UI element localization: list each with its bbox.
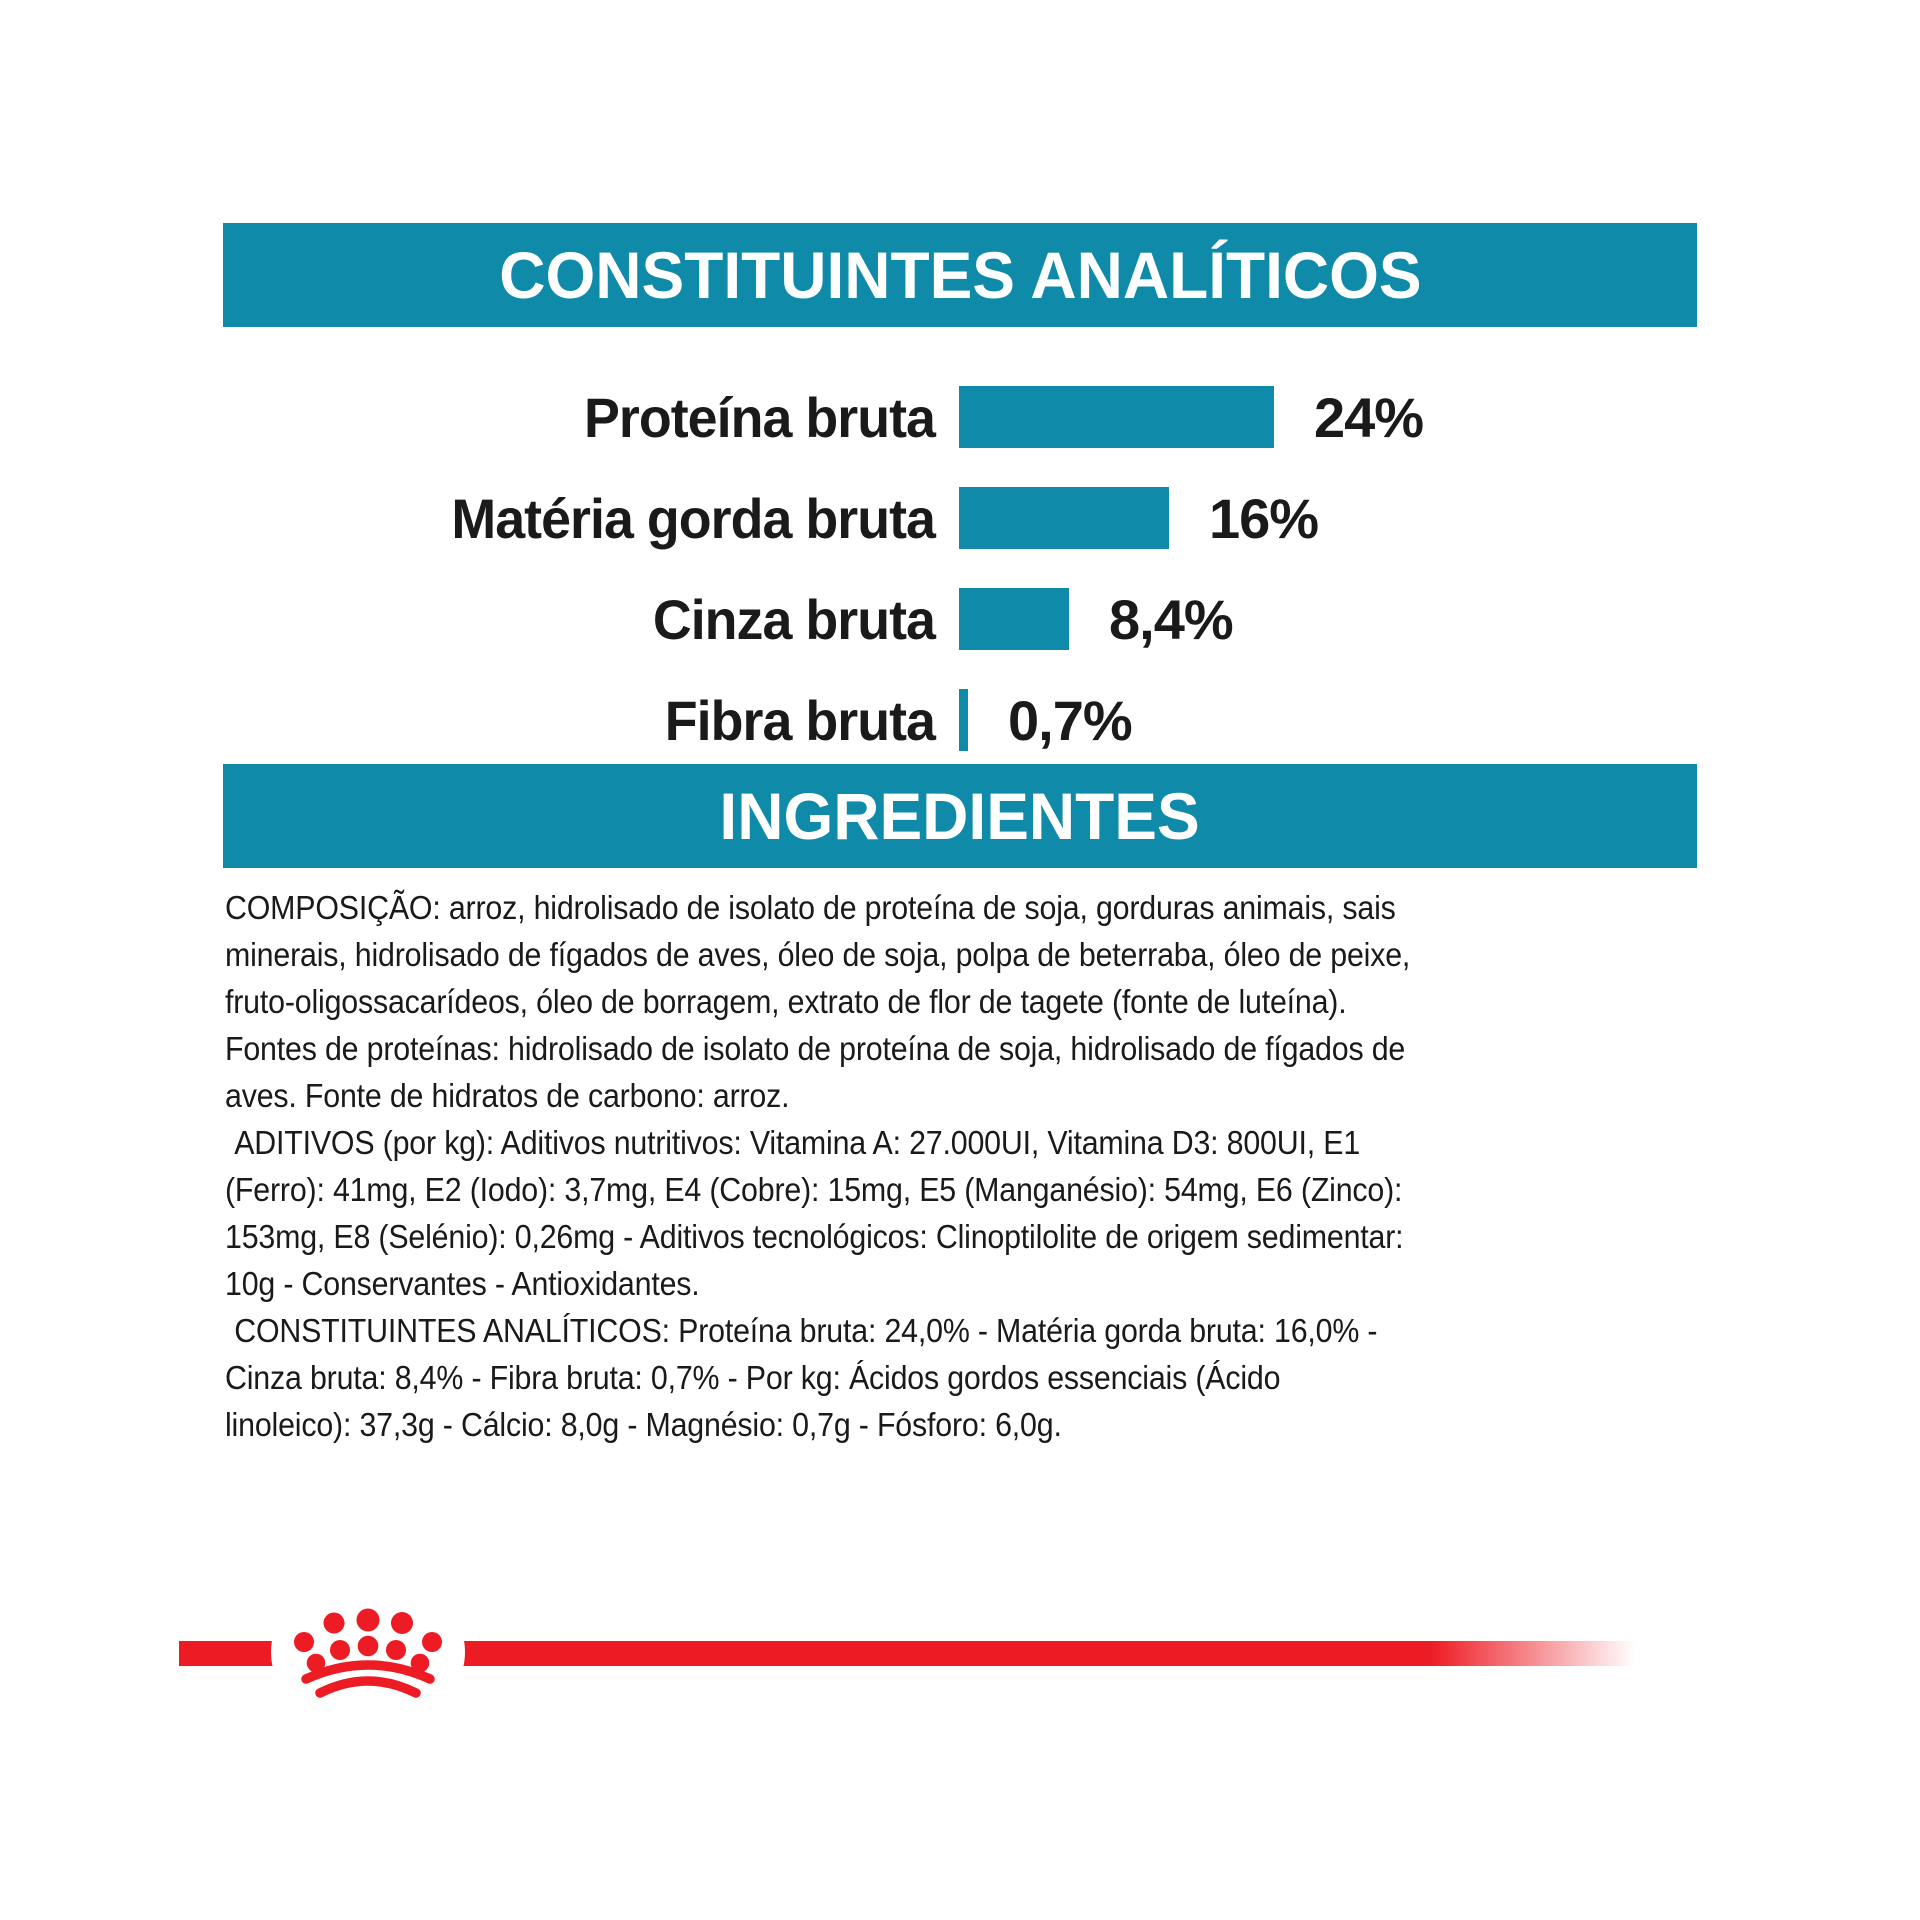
analytical-constituents-paragraph: CONSTITUINTES ANALÍTICOS: Proteína bruta: 24,0% - Matéria gorda bruta: 16,0% - Cinza bruta: 8,4% - Fibra bruta: 0,7% - Por kg: Ácidos gordos essenciais (Ácido linoleico): 37,3g - Cálcio: 8,0g - Magnésio: 0,7g - Fósforo: 6,0g. [225, 1312, 1378, 1443]
chart-bar [959, 588, 1069, 650]
chart-bar [959, 689, 968, 751]
ingredients-header-title: INGREDIENTES [719, 779, 1201, 853]
analytics-header-bar [223, 223, 1697, 327]
chart-value-label: 24% [1314, 385, 1424, 449]
ingredients-header-bar [223, 764, 1697, 868]
chart-category-label: Matéria gorda bruta [451, 486, 935, 550]
analytics-header-title: CONSTITUINTES ANALÍTICOS [498, 238, 1422, 312]
chart-row [225, 386, 1825, 448]
chart-value-label: 0,7% [1008, 688, 1132, 752]
chart-category-label: Fibra bruta [664, 688, 935, 752]
composition-paragraph: COMPOSIÇÃO: arroz, hidrolisado de isolato de proteína de soja, gorduras animais, sais minerais, hidrolisado de fígados de aves, óleo de soja, polpa de beterraba, óleo de peixe, fruto-oligossacarídeos, óleo de borragem, extrato de flor de tagete (fonte de luteína). Fontes de proteínas: hidrolisado de isolato de proteína de soja, hidrolisado de fígados de aves. Fonte de hidratos de carbono: arroz. [225, 889, 1411, 1114]
royal-canin-crown-icon [260, 1575, 476, 1735]
chart-category-label: Cinza bruta [652, 587, 935, 651]
chart-row [225, 588, 1825, 650]
chart-row [225, 689, 1825, 751]
ingredients-text-block [225, 884, 1412, 1448]
additives-paragraph: ADITIVOS (por kg): Aditivos nutritivos: Vitamina A: 27.000UI, Vitamina D3: 800UI, E1 (Ferro): 41mg, E2 (Iodo): 3,7mg, E4 (Cobre): 15mg, E5 (Manganésio): 54mg, E6 (Zinco): 153mg, E8 (Selénio): 0,26mg - Aditivos tecnológicos: Clinoptilolite de origem sedimentar: 10g - Conservantes - Antioxidantes. [225, 1124, 1404, 1302]
analytics-bar-chart [225, 386, 1825, 790]
chart-value-label: 16% [1209, 486, 1319, 550]
chart-bar [959, 487, 1169, 549]
chart-bar [959, 386, 1274, 448]
chart-row [225, 487, 1825, 549]
chart-value-label: 8,4% [1109, 587, 1233, 651]
chart-category-label: Proteína bruta [584, 385, 935, 449]
